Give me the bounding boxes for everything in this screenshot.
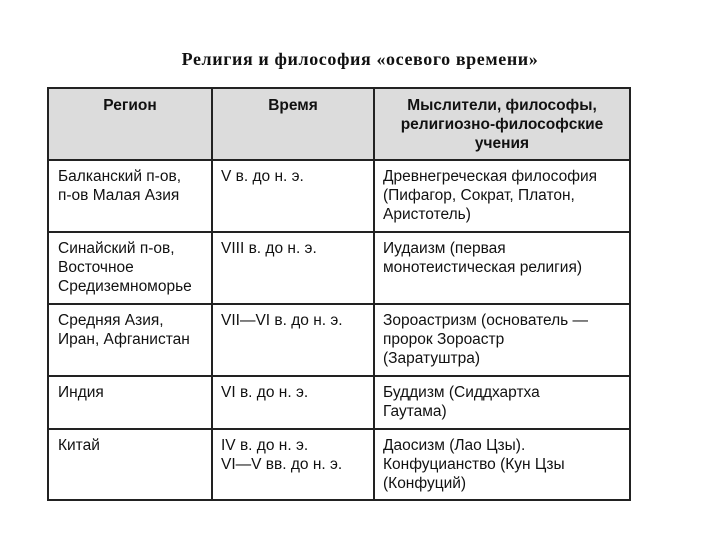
cell-line: VI в. до н. э. <box>221 384 309 401</box>
cell-time <box>212 429 374 500</box>
table-row <box>48 429 630 500</box>
cell-line: Средиземноморье <box>58 278 192 295</box>
cell-line: Балканский п-ов, <box>58 168 182 185</box>
cell-line: Иран, Афганистан <box>58 331 190 348</box>
cell-line: (Конфуций) <box>383 475 467 492</box>
cell-teaching <box>374 232 630 304</box>
cell-line: монотеистическая религия) <box>383 259 583 276</box>
cell-line: Средняя Азия, <box>58 312 164 329</box>
header-region-text: Регион <box>103 97 157 114</box>
cell-line: п-ов Малая Азия <box>58 187 180 204</box>
cell-line: Аристотель) <box>383 206 471 223</box>
cell-line: (Заратуштра) <box>383 350 481 367</box>
cell-teaching <box>374 376 630 429</box>
cell-line: Даосизм (Лао Цзы). <box>383 437 526 454</box>
cell-line: Китай <box>58 437 100 454</box>
cell-region <box>48 232 212 304</box>
cell-time <box>212 304 374 376</box>
cell-line: IV в. до н. э. <box>221 437 309 454</box>
cell-teaching <box>374 429 630 500</box>
table-row <box>48 304 630 376</box>
header-teaching-line: Мыслители, философы, <box>407 97 597 114</box>
cell-line: Восточное <box>58 259 134 276</box>
header-time-text: Время <box>268 97 318 114</box>
cell-line: Гаутама) <box>383 403 447 420</box>
cell-region <box>48 376 212 429</box>
cell-line: Зороастризм (основатель — <box>383 312 589 329</box>
cell-line: Иудаизм (первая <box>383 240 506 257</box>
cell-line: пророк Зороастр <box>383 331 505 348</box>
cell-time <box>212 376 374 429</box>
page-title: Религия и философия «осевого времени» <box>181 49 539 69</box>
religion-philosophy-table <box>47 87 631 501</box>
header-teaching-line: религиозно-философские <box>400 116 604 133</box>
cell-region <box>48 304 212 376</box>
cell-line: Конфуцианство (Кун Цзы <box>383 456 565 473</box>
cell-teaching <box>374 304 630 376</box>
header-region <box>48 88 212 160</box>
cell-line: (Пифагор, Сократ, Платон, <box>383 187 575 204</box>
cell-line: Синайский п-ов, <box>58 240 175 257</box>
table-row <box>48 376 630 429</box>
cell-region <box>48 429 212 500</box>
cell-line: VI—V вв. до н. э. <box>221 456 343 473</box>
header-teaching-line: учения <box>474 135 530 152</box>
table-row <box>48 232 630 304</box>
cell-time <box>212 160 374 232</box>
cell-line: VIII в. до н. э. <box>221 240 317 257</box>
cell-line: Буддизм (Сиддхартха <box>383 384 540 401</box>
cell-line: Древнегреческая философия <box>383 168 598 185</box>
cell-teaching <box>374 160 630 232</box>
cell-line: VII—VI в. до н. э. <box>221 312 343 329</box>
cell-time <box>212 232 374 304</box>
header-teaching <box>374 88 630 160</box>
header-time <box>212 88 374 160</box>
header-row <box>48 88 630 160</box>
cell-line: Индия <box>58 384 104 401</box>
cell-region <box>48 160 212 232</box>
table-row <box>48 160 630 232</box>
cell-line: V в. до н. э. <box>221 168 304 185</box>
